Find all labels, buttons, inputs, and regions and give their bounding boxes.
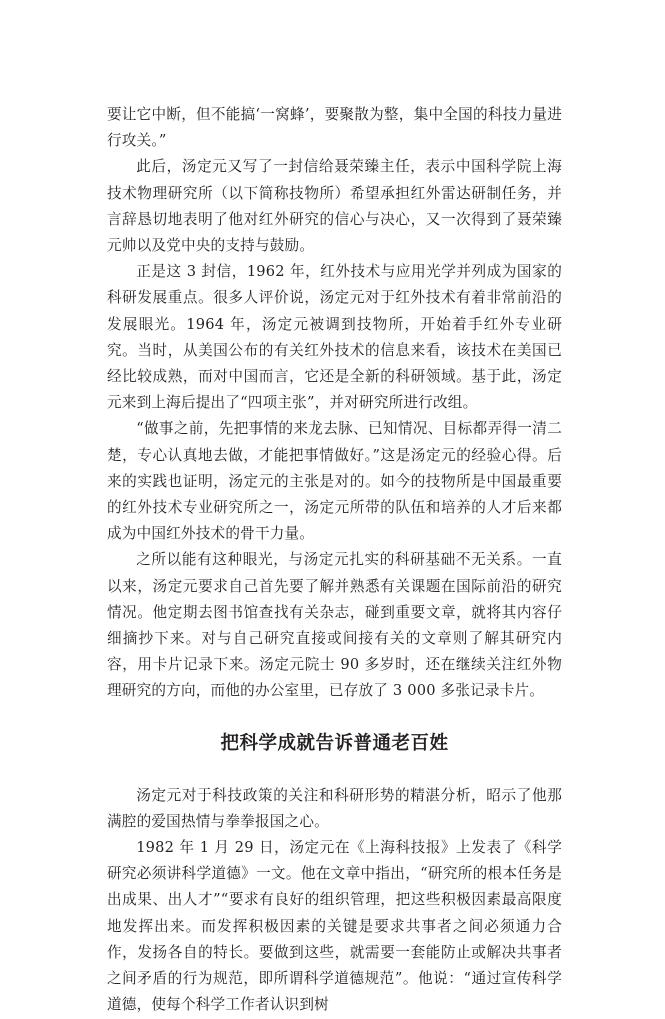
paragraph-patriotism: 汤定元对于科技政策的关注和科研形势的精湛分析，昭示了他那满腔的爱国热情与拳拳报国之心。 xyxy=(107,786,562,830)
section-heading: 把科学成就告诉普通老百姓 xyxy=(220,732,449,754)
document-page xyxy=(107,102,562,1019)
paragraph-three-letters: 正是这 3 封信，1962 年，红外技术与应用光学并列成为国家的科研发展重点。很多人评价说，汤定元对于红外技术有着非常前沿的发展眼光。1964 年，汤定元被调到技物所，开始着手红外专业研究。当时，从美国公布的有关红外技术的信息来看，该技术在美国已经比较成熟，而对中国而言，它还是全新的科研领域。基于此，汤定元来到上海后提出了“四项主张”，并对研究所进行改组。 xyxy=(107,263,562,412)
paragraph-science-ethics: 1982 年 1 月 29 日，汤定元在《上海科技报》上发表了《科学研究必须讲科学道德》一文。他在文章中指出，“研究所的根本任务是出成果、出人才”“要求有良好的组织管理，把这些积极因素最高限度地发挥出来。而发挥积极因素的关键是要求共事者之间必须通力合作，发扬各自的特长。要做到这些，就需要一套能防止或解决共事者之间矛盾的行为规范，即所谓科学道德规范”。他说：“通过宣传科学道德，使每个科学工作者认识到树 xyxy=(107,839,562,1014)
paragraph-research-foundation: 之所以能有这种眼光，与汤定元扎实的科研基础不无关系。一直以来，汤定元要求自己首先要了解并熟悉有关课题在国际前沿的研究情况。他定期去图书馆查找有关杂志，碰到重要文章，就将其内容仔细摘抄下来。对与自己研究直接或间接有关的文章则了解其研究内容，用卡片记录下来。汤定元院士 90 多岁时，还在继续关注红外物理研究的方向，而他的办公室里，已存放了 3 000 多张记录卡片。 xyxy=(107,551,562,700)
paragraph-continued: 要让它中断，但不能搞‘一窝蜂’，要聚散为整，集中全国的科技力量进行攻关。” xyxy=(107,106,562,150)
paragraph-experience: “做事之前，先把事情的来龙去脉、已知情况、目标都弄得一清二楚，专心认真地去做，才能把事情做好。”这是汤定元的经验心得。后来的实践也证明，汤定元的主张是对的。如今的技物所是中国最重要的红外技术专业研究所之一，汤定元所带的队伍和培养的人才后来都成为中国红外技术的骨干力量。 xyxy=(107,420,562,543)
paragraph-nie-rongzhen-letter: 此后，汤定元又写了一封信给聂荣臻主任，表示中国科学院上海技术物理研究所（以下简称技物所）希望承担红外雷达研制任务，并言辞恳切地表明了他对红外研究的信心与决心，又一次得到了聂荣臻元帅以及党中央的支持与鼓励。 xyxy=(107,158,562,255)
